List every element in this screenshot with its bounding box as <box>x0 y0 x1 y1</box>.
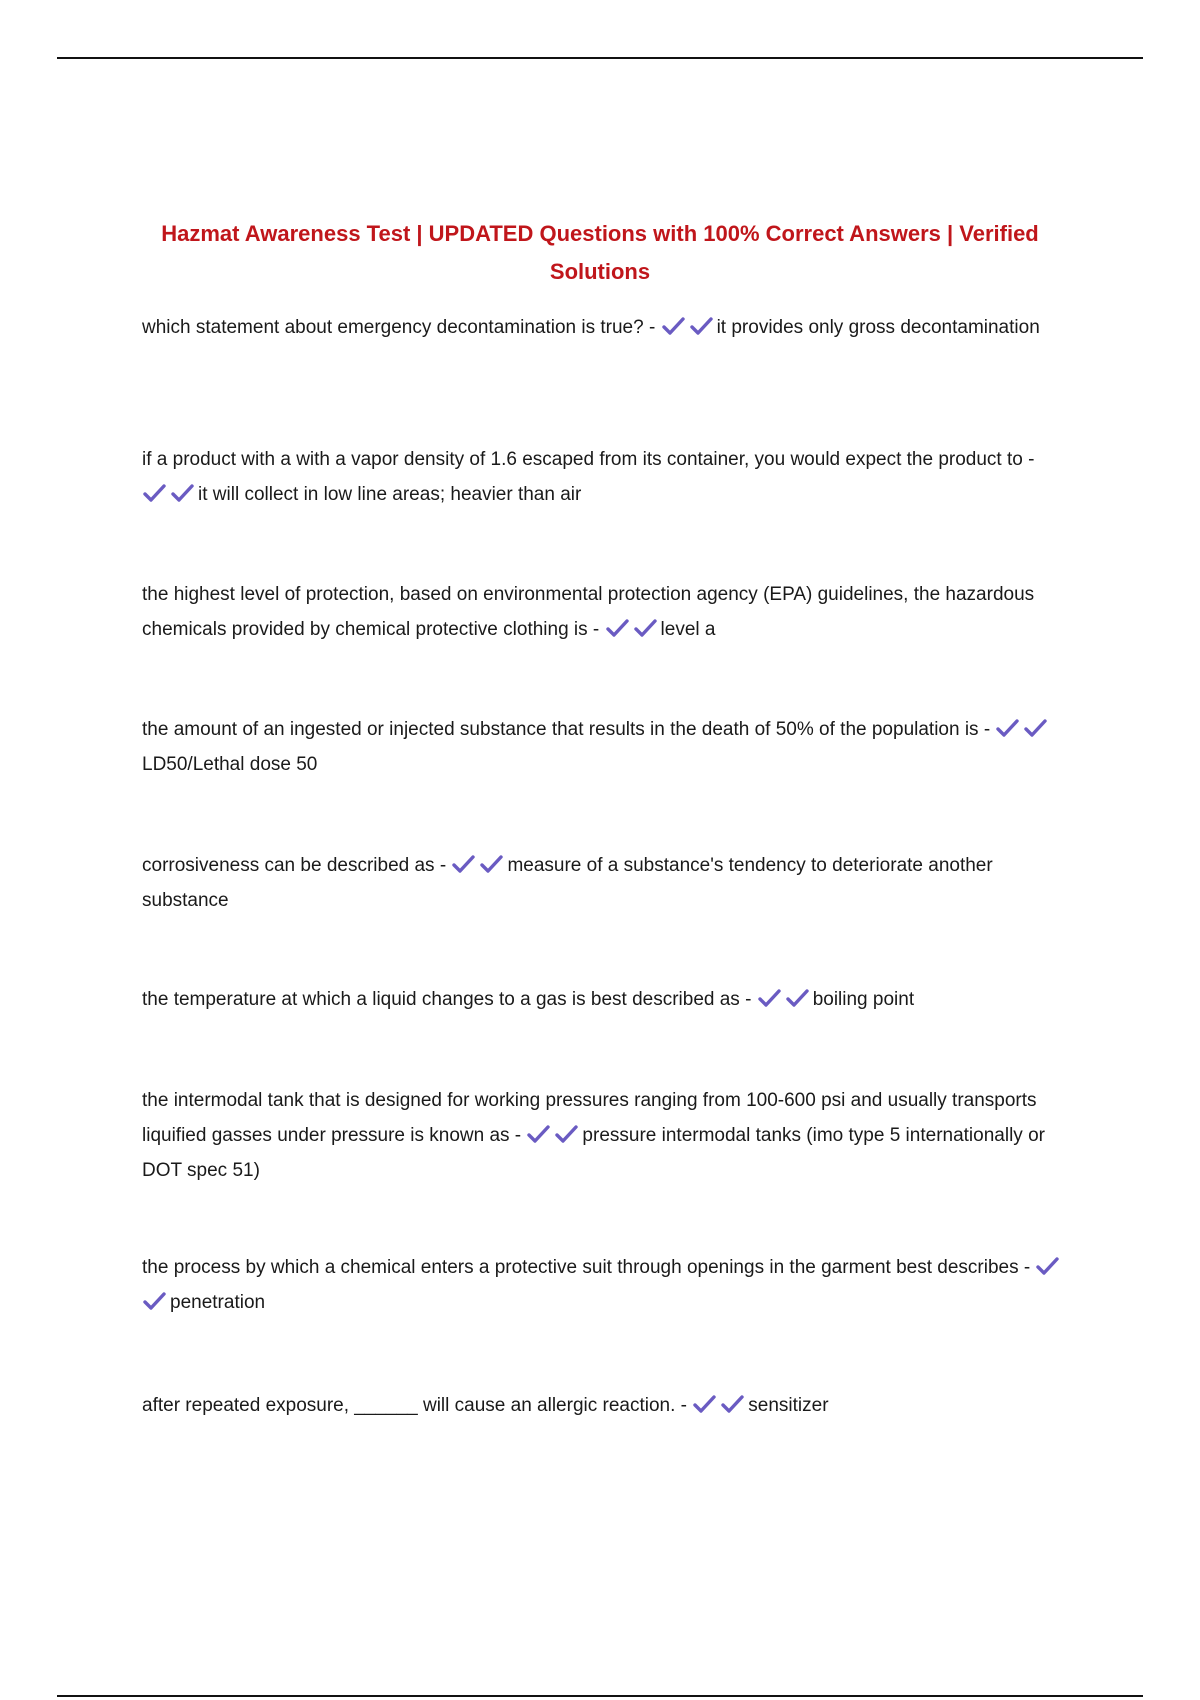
question-text: the process by which a chemical enters a protective suit through openings in the garment best describes <box>142 1257 1019 1278</box>
answer-text: measure of a substance's tendency to deteriorate another substance <box>142 855 993 911</box>
separator: - <box>434 855 452 876</box>
check-icon <box>996 718 1022 738</box>
top-rule <box>57 57 1143 59</box>
question-text: the intermodal tank that is designed for working pressures ranging from 100-600 psi and usually transports liquified gasses under pressure is known as <box>142 1090 1037 1146</box>
check-icon <box>480 854 506 874</box>
check-icon <box>527 1124 553 1144</box>
check-icon <box>171 483 197 503</box>
bottom-rule <box>57 1695 1143 1697</box>
separator: - <box>643 317 661 338</box>
qa-item-2 <box>142 442 1067 512</box>
check-icon <box>786 988 812 1008</box>
document-title: Hazmat Awareness Test | UPDATED Questions with 100% Correct Answers | Verified Solutions <box>161 221 1039 284</box>
check-icon <box>693 1394 719 1414</box>
check-icon <box>1024 718 1050 738</box>
qa-item-3 <box>142 577 1067 647</box>
answer-text: it provides only gross decontamination <box>716 317 1040 338</box>
separator: - <box>978 719 996 740</box>
check-icon <box>721 1394 747 1414</box>
separator: - <box>1018 1257 1036 1278</box>
check-icon <box>452 854 478 874</box>
answer-text: it will collect in low line areas; heavier than air <box>198 484 582 505</box>
question-text: if a product with a with a vapor density of 1.6 escaped from its container, you would expect the product to <box>142 449 1023 470</box>
answer-text: boiling point <box>812 989 915 1010</box>
qa-item-7 <box>142 1083 1067 1188</box>
check-icon <box>690 316 716 336</box>
check-icon <box>1036 1256 1062 1276</box>
question-text: corrosiveness can be described as <box>142 855 435 876</box>
question-text: the highest level of protection, based on environmental protection agency (EPA) guidelines, the hazardous chemicals provided by chemical protective clothing is <box>142 584 1035 640</box>
question-text: after repeated exposure, ______ will cause an allergic reaction. <box>142 1395 676 1416</box>
question-text: which statement about emergency decontamination is true? <box>142 317 644 338</box>
check-icon <box>634 618 660 638</box>
answer-text: pressure intermodal tanks (imo type 5 internationally or DOT spec 51) <box>142 1125 1045 1181</box>
answer-text: penetration <box>170 1292 266 1313</box>
qa-item-8 <box>142 1250 1067 1320</box>
check-icon <box>606 618 632 638</box>
check-icon <box>662 316 688 336</box>
qa-item-9 <box>142 1388 1067 1423</box>
separator: - <box>587 619 605 640</box>
question-text: the amount of an ingested or injected substance that results in the death of 50% of the population is <box>142 719 979 740</box>
qa-item-6 <box>142 982 1067 1017</box>
separator: - <box>1022 449 1035 470</box>
qa-item-4 <box>142 712 1067 782</box>
check-icon <box>143 483 169 503</box>
answer-text: level a <box>660 619 716 640</box>
answer-text: sensitizer <box>748 1395 829 1416</box>
qa-item-5 <box>142 848 1067 918</box>
check-icon <box>758 988 784 1008</box>
qa-item-1 <box>142 310 1067 345</box>
check-icon <box>143 1291 169 1311</box>
check-icon <box>555 1124 581 1144</box>
separator: - <box>739 989 757 1010</box>
question-text: the temperature at which a liquid changes to a gas is best described as <box>142 989 740 1010</box>
separator: - <box>675 1395 693 1416</box>
answer-text: LD50/Lethal dose 50 <box>142 754 318 775</box>
separator: - <box>509 1125 527 1146</box>
